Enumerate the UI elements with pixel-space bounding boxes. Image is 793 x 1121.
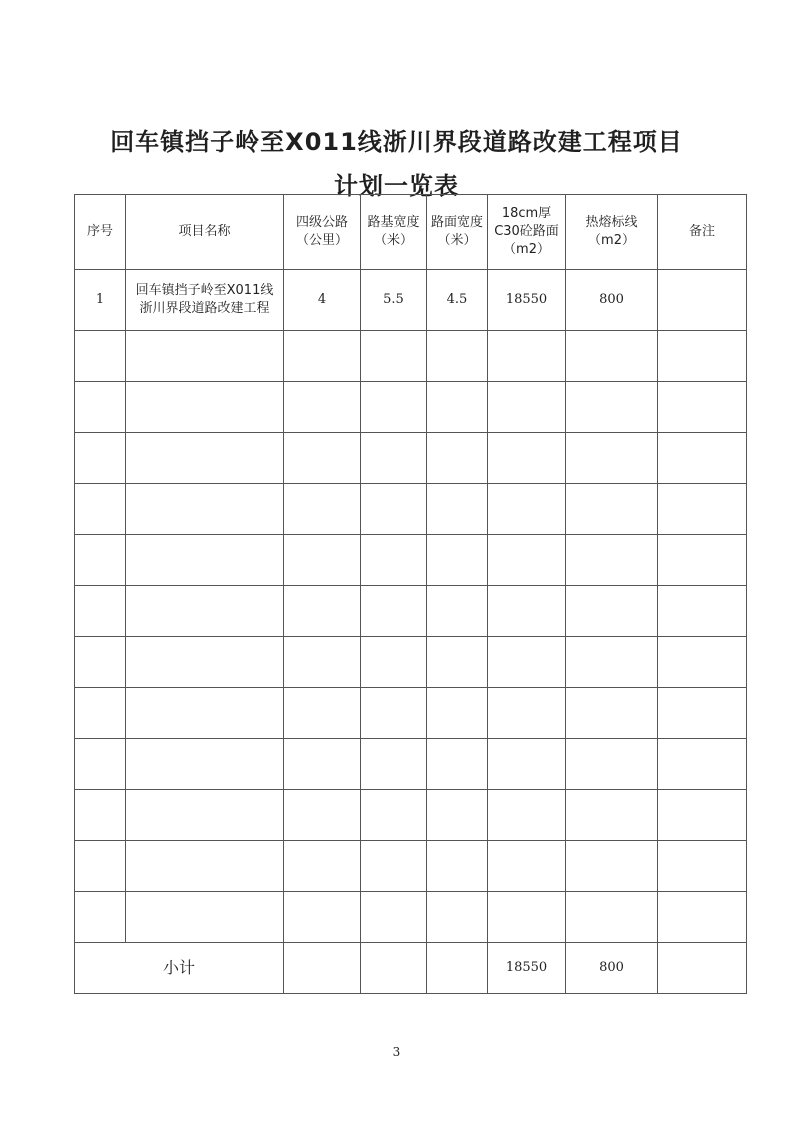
cell-project-name: 回车镇挡子岭至X011线浙川界段道路改建工程 xyxy=(126,270,284,331)
empty-cell xyxy=(126,382,284,433)
cell-pavement-width: 4.5 xyxy=(427,270,488,331)
empty-cell xyxy=(488,433,566,484)
subtotal-concrete-area: 18550 xyxy=(488,943,566,994)
table-row xyxy=(75,331,747,382)
empty-cell xyxy=(488,331,566,382)
empty-cell xyxy=(566,688,658,739)
empty-cell xyxy=(75,433,126,484)
empty-cell xyxy=(284,739,361,790)
empty-cell xyxy=(361,841,427,892)
empty-cell xyxy=(566,484,658,535)
empty-cell xyxy=(126,586,284,637)
empty-cell xyxy=(75,382,126,433)
empty-cell xyxy=(658,433,747,484)
subtotal-label: 小计 xyxy=(75,943,284,994)
header-road-km: 四级公路（公里） xyxy=(284,195,361,270)
cell-concrete-area: 18550 xyxy=(488,270,566,331)
empty-cell xyxy=(566,841,658,892)
empty-cell xyxy=(361,535,427,586)
empty-cell xyxy=(126,892,284,943)
empty-cell xyxy=(566,739,658,790)
table-row xyxy=(75,790,747,841)
table-row xyxy=(75,841,747,892)
empty-cell xyxy=(284,535,361,586)
empty-cell xyxy=(361,382,427,433)
cell-subgrade-width: 5.5 xyxy=(361,270,427,331)
subtotal-row xyxy=(75,943,747,994)
empty-cell xyxy=(126,433,284,484)
empty-cell xyxy=(361,637,427,688)
empty-cell xyxy=(284,484,361,535)
empty-cell xyxy=(658,892,747,943)
empty-cell xyxy=(566,637,658,688)
empty-cell xyxy=(361,586,427,637)
empty-cell xyxy=(75,586,126,637)
subtotal-pavement-width xyxy=(427,943,488,994)
empty-cell xyxy=(126,739,284,790)
empty-cell xyxy=(566,586,658,637)
empty-cell xyxy=(566,790,658,841)
empty-cell xyxy=(284,382,361,433)
empty-cell xyxy=(284,433,361,484)
empty-cell xyxy=(75,688,126,739)
subtotal-road-km xyxy=(284,943,361,994)
empty-cell xyxy=(658,484,747,535)
empty-cell xyxy=(658,790,747,841)
empty-cell xyxy=(488,535,566,586)
header-index: 序号 xyxy=(75,195,126,270)
empty-cell xyxy=(284,637,361,688)
empty-cell xyxy=(427,790,488,841)
empty-cell xyxy=(126,841,284,892)
empty-cell xyxy=(284,331,361,382)
header-remark: 备注 xyxy=(658,195,747,270)
page-number: 3 xyxy=(392,1045,401,1059)
empty-cell xyxy=(126,484,284,535)
empty-cell xyxy=(126,535,284,586)
empty-cell xyxy=(488,892,566,943)
table-row xyxy=(75,586,747,637)
empty-cell xyxy=(284,688,361,739)
table-row xyxy=(75,688,747,739)
empty-cell xyxy=(427,637,488,688)
table-row xyxy=(75,270,747,331)
table-row xyxy=(75,637,747,688)
empty-cell xyxy=(284,790,361,841)
empty-cell xyxy=(658,382,747,433)
empty-cell xyxy=(566,433,658,484)
empty-cell xyxy=(361,739,427,790)
empty-cell xyxy=(658,739,747,790)
header-pavement-width: 路面宽度（米） xyxy=(427,195,488,270)
empty-cell xyxy=(361,892,427,943)
empty-cell xyxy=(488,790,566,841)
empty-cell xyxy=(566,382,658,433)
empty-cell xyxy=(566,331,658,382)
empty-cell xyxy=(75,535,126,586)
header-marking-area: 热熔标线（m2） xyxy=(566,195,658,270)
empty-cell xyxy=(126,790,284,841)
empty-cell xyxy=(488,841,566,892)
empty-cell xyxy=(658,688,747,739)
table-row xyxy=(75,892,747,943)
table-row xyxy=(75,382,747,433)
empty-cell xyxy=(658,586,747,637)
empty-cell xyxy=(427,535,488,586)
subtotal-subgrade-width xyxy=(361,943,427,994)
subtotal-marking-area: 800 xyxy=(566,943,658,994)
cell-road-km: 4 xyxy=(284,270,361,331)
table-row xyxy=(75,535,747,586)
empty-cell xyxy=(566,892,658,943)
table-header-row xyxy=(75,195,747,270)
document-title-line-2: 计划一览表 xyxy=(334,172,459,200)
empty-cell xyxy=(658,637,747,688)
empty-cell xyxy=(75,790,126,841)
empty-cell xyxy=(75,841,126,892)
empty-cell xyxy=(427,688,488,739)
empty-cell xyxy=(488,637,566,688)
header-concrete-area: 18cm厚C30砼路面（m2） xyxy=(488,195,566,270)
table-row xyxy=(75,484,747,535)
empty-cell xyxy=(361,331,427,382)
empty-cell xyxy=(75,637,126,688)
empty-cell xyxy=(75,484,126,535)
empty-cell xyxy=(75,739,126,790)
subtotal-remark xyxy=(658,943,747,994)
empty-cell xyxy=(427,484,488,535)
empty-cell xyxy=(427,331,488,382)
empty-cell xyxy=(488,484,566,535)
empty-cell xyxy=(658,331,747,382)
empty-cell xyxy=(284,586,361,637)
empty-cell xyxy=(658,535,747,586)
header-project-name: 项目名称 xyxy=(126,195,284,270)
header-subgrade-width: 路基宽度（米） xyxy=(361,195,427,270)
empty-cell xyxy=(361,688,427,739)
table-row xyxy=(75,739,747,790)
empty-cell xyxy=(361,433,427,484)
empty-cell xyxy=(658,841,747,892)
empty-cell xyxy=(427,382,488,433)
empty-cell xyxy=(126,688,284,739)
empty-cell xyxy=(427,841,488,892)
empty-cell xyxy=(427,739,488,790)
empty-cell xyxy=(427,892,488,943)
empty-cell xyxy=(427,433,488,484)
cell-remark xyxy=(658,270,747,331)
empty-cell xyxy=(75,892,126,943)
empty-cell xyxy=(75,331,126,382)
empty-cell xyxy=(126,637,284,688)
empty-cell xyxy=(488,586,566,637)
empty-cell xyxy=(488,739,566,790)
cell-marking-area: 800 xyxy=(566,270,658,331)
project-plan-table xyxy=(74,194,747,994)
empty-cell xyxy=(126,331,284,382)
table-row xyxy=(75,433,747,484)
empty-cell xyxy=(361,484,427,535)
empty-cell xyxy=(566,535,658,586)
document-title-line-1: 回车镇挡子岭至X011线浙川界段道路改建工程项目 xyxy=(110,128,683,156)
empty-cell xyxy=(284,892,361,943)
cell-index: 1 xyxy=(75,270,126,331)
empty-cell xyxy=(427,586,488,637)
empty-cell xyxy=(284,841,361,892)
empty-cell xyxy=(488,688,566,739)
empty-cell xyxy=(488,382,566,433)
empty-cell xyxy=(361,790,427,841)
